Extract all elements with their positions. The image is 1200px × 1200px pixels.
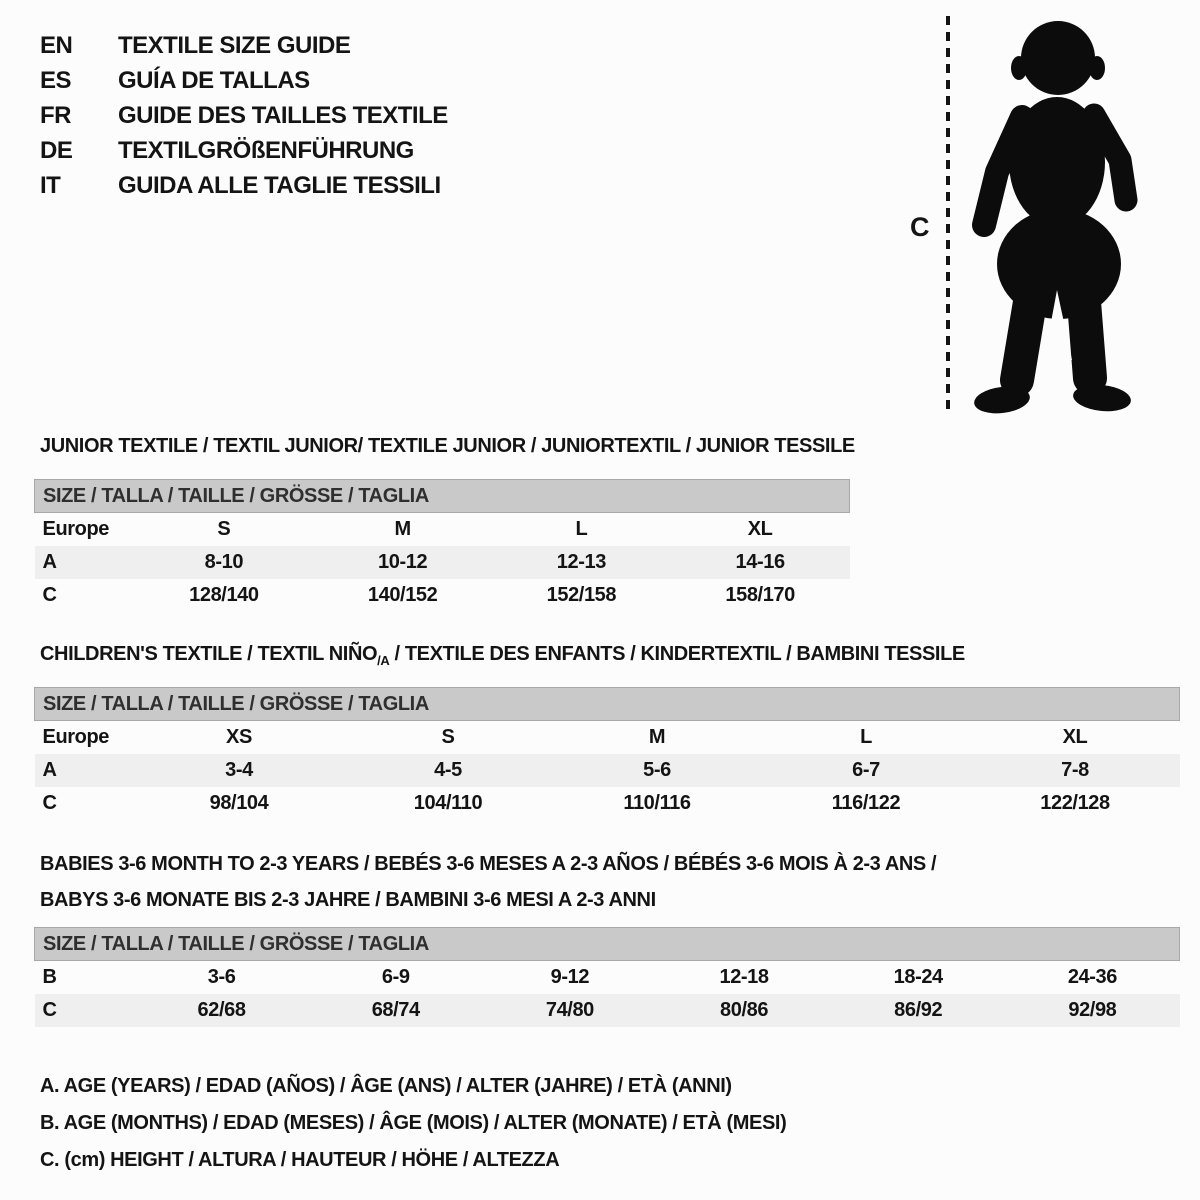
size-cell: XL	[747, 518, 773, 540]
table-row	[35, 961, 1180, 995]
size-cell: 12-18	[719, 966, 769, 988]
babies-size-table	[34, 927, 1180, 1027]
table-row	[35, 546, 850, 579]
size-cell: 18-24	[893, 966, 943, 988]
language-code: EN	[40, 31, 73, 59]
language-title: GUÍA DE TALLAS	[118, 66, 310, 94]
size-cell: 110/116	[623, 792, 691, 814]
size-cell: 3-4	[225, 759, 253, 781]
row-label: B	[42, 966, 57, 988]
height-dotted-line	[946, 16, 950, 416]
language-row	[40, 168, 448, 203]
section-title-children-prefix: CHILDREN'S TEXTILE / TEXTIL NIÑO	[40, 643, 378, 665]
table-row	[35, 721, 1180, 755]
language-title: GUIDE DES TAILLES TEXTILE	[118, 101, 448, 129]
children-size-table	[34, 687, 1180, 820]
row-label: Europe	[42, 726, 109, 748]
language-code: IT	[40, 171, 61, 199]
language-code: DE	[40, 136, 73, 164]
size-cell: 86/92	[894, 999, 943, 1021]
size-cell: 24-36	[1067, 966, 1117, 988]
size-cell: 62/68	[197, 999, 246, 1021]
size-cell: 3-6	[207, 966, 236, 988]
size-cell: 128/140	[189, 584, 259, 606]
language-header	[40, 28, 448, 203]
size-cell: 122/128	[1040, 792, 1110, 814]
size-header-bar: SIZE / TALLA / TAILLE / GRÖSSE / TAGLIA	[35, 480, 850, 513]
table-header-row	[35, 480, 850, 513]
language-row	[40, 28, 448, 63]
size-cell: 12-13	[556, 551, 606, 573]
size-cell: M	[648, 726, 666, 748]
section-title-children	[40, 643, 965, 668]
section-title-babies	[40, 846, 936, 918]
size-cell: 14-16	[735, 551, 785, 573]
language-title: TEXTILGRÖßENFÜHRUNG	[118, 136, 414, 164]
row-label: C	[42, 584, 57, 606]
size-header-bar: SIZE / TALLA / TAILLE / GRÖSSE / TAGLIA	[35, 928, 1180, 961]
size-cell: 5-6	[643, 759, 671, 781]
section-title-children-suffix: / TEXTILE DES ENFANTS / KINDERTEXTIL / BAMBINI TESSILE	[389, 643, 965, 665]
size-cell: 4-5	[434, 759, 462, 781]
measure-legend	[40, 1068, 786, 1179]
size-cell: XL	[1062, 726, 1088, 748]
section-title-babies-line1: BABIES 3-6 MONTH TO 2-3 YEARS / BEBÉS 3-6 MESES A 2-3 AÑOS / BÉBÉS 3-6 MOIS À 2-3 ANS /	[40, 853, 937, 875]
language-code: FR	[40, 101, 71, 129]
junior-size-table	[34, 479, 850, 612]
table-row	[35, 787, 1180, 820]
size-cell: S	[441, 726, 455, 748]
size-cell: L	[860, 726, 872, 748]
size-cell: 9-12	[550, 966, 590, 988]
language-row	[40, 98, 448, 133]
size-cell: 116/122	[831, 792, 901, 814]
section-title-babies-line2: BABYS 3-6 MONATE BIS 2-3 JAHRE / BAMBINI 3-6 MESI A 2-3 ANNI	[40, 889, 656, 911]
size-cell: 104/110	[413, 792, 483, 814]
size-cell: S	[217, 518, 231, 540]
row-label: C	[42, 999, 57, 1021]
section-title-children-sub: /A	[377, 653, 390, 668]
table-header-row	[35, 928, 1180, 961]
language-title: TEXTILE SIZE GUIDE	[118, 31, 351, 59]
table-row	[35, 994, 1180, 1027]
size-cell: 140/152	[367, 584, 438, 606]
size-cell: 10-12	[378, 551, 428, 573]
table-row	[35, 513, 850, 547]
language-code: ES	[40, 66, 72, 94]
row-label: C	[42, 792, 57, 814]
legend-line-c: C. (cm) HEIGHT / ALTURA / HAUTEUR / HÖHE / ALTEZZA	[40, 1149, 560, 1171]
language-title: GUIDA ALLE TAGLIE TESSILI	[118, 171, 441, 199]
size-cell: 74/80	[545, 999, 594, 1021]
table-row	[35, 754, 1180, 787]
language-row	[40, 133, 448, 168]
legend-line-b: B. AGE (MONTHS) / EDAD (MESES) / ÂGE (MOIS) / ALTER (MONATE) / ETÀ (MESI)	[40, 1112, 787, 1134]
table-header-row	[35, 688, 1180, 721]
legend-line-a: A. AGE (YEARS) / EDAD (AÑOS) / ÂGE (ANS) / ALTER (JAHRE) / ETÀ (ANNI)	[40, 1075, 732, 1097]
size-cell: 6-7	[852, 759, 880, 781]
toddler-silhouette-icon	[962, 12, 1142, 420]
row-label: A	[42, 759, 57, 781]
size-cell: 7-8	[1061, 759, 1089, 781]
row-label: A	[42, 551, 57, 573]
size-cell: L	[575, 518, 588, 540]
size-cell: 158/170	[725, 584, 795, 606]
size-cell: 8-10	[204, 551, 244, 573]
size-cell: 92/98	[1068, 999, 1117, 1021]
table-row	[35, 579, 850, 612]
size-cell: 68/74	[371, 999, 420, 1021]
row-label: Europe	[42, 518, 109, 540]
size-cell: XS	[226, 726, 252, 748]
height-measure-label: C	[910, 212, 930, 242]
size-cell: 80/86	[720, 999, 769, 1021]
size-cell: 152/158	[546, 584, 617, 606]
language-row	[40, 63, 448, 98]
size-header-bar: SIZE / TALLA / TAILLE / GRÖSSE / TAGLIA	[35, 688, 1180, 721]
section-title-junior: JUNIOR TEXTILE / TEXTIL JUNIOR/ TEXTILE JUNIOR / JUNIORTEXTIL / JUNIOR TESSILE	[40, 435, 855, 457]
size-cell: M	[394, 518, 411, 540]
size-cell: 98/104	[209, 792, 269, 814]
size-cell: 6-9	[381, 966, 410, 988]
